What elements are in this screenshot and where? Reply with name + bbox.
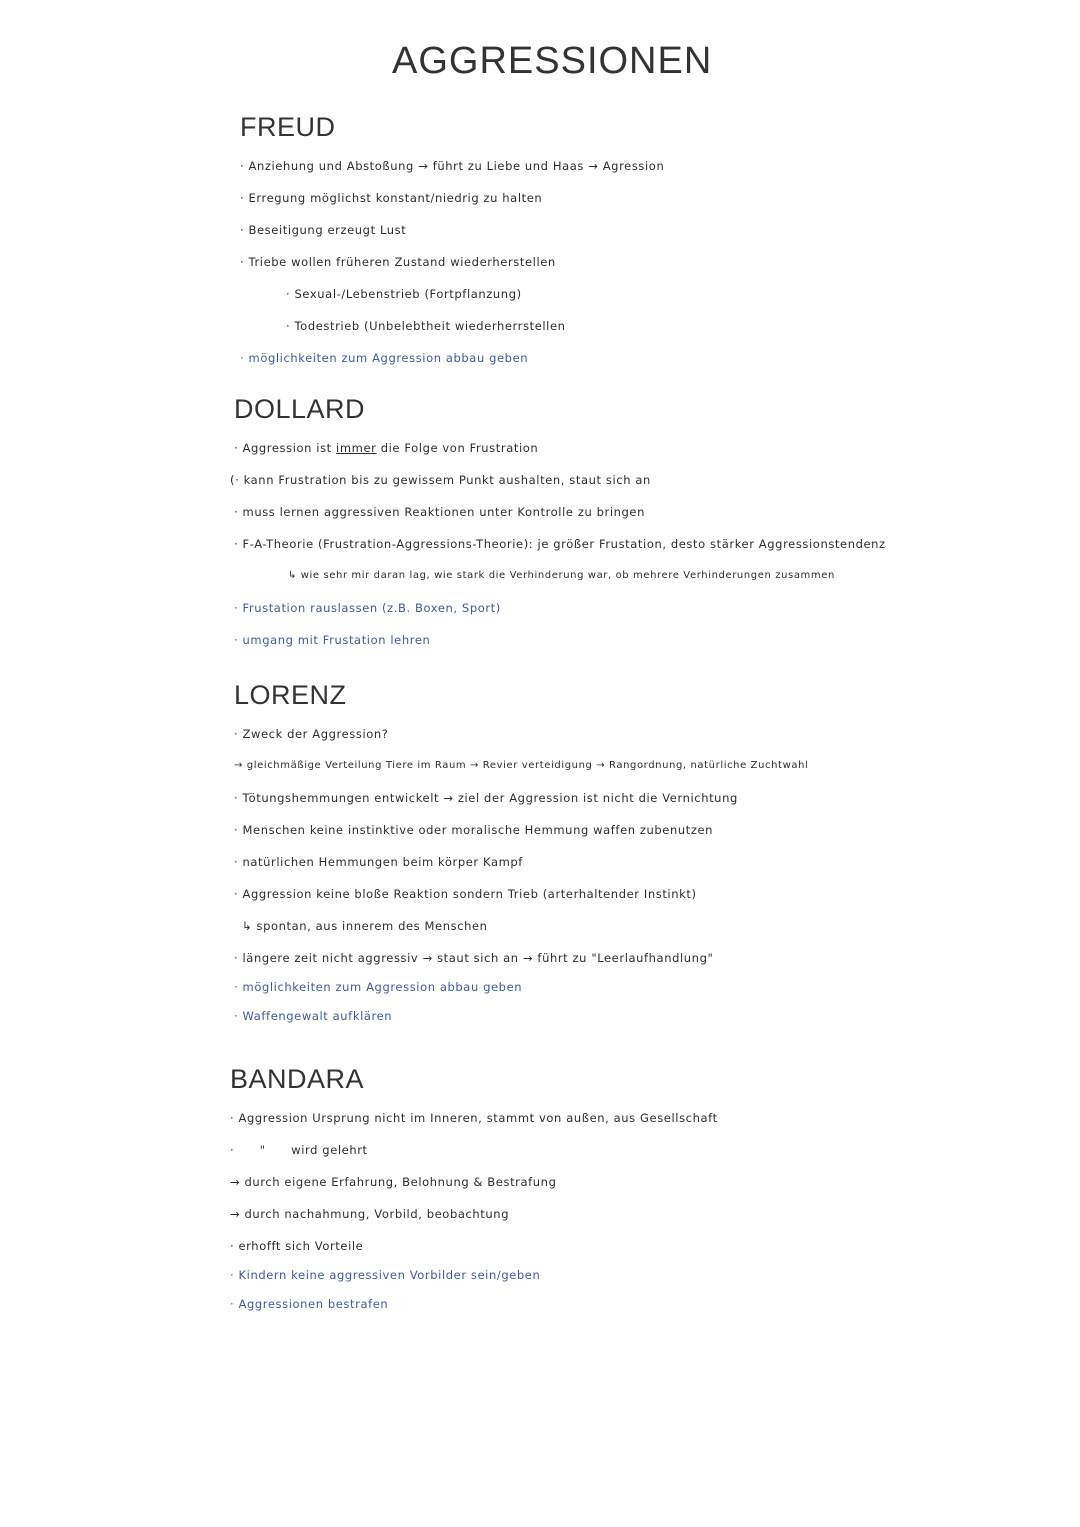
dollard-line-1-post: die Folge von Frustration [376,441,539,455]
section-dollard [230,394,886,656]
dollard-line-1-pre: · Aggression ist [234,441,337,455]
bandara-line-2: · " wird gelehrt [230,1143,368,1157]
lorenz-line-9: · möglichkeiten zum Aggression abbau geben [234,980,523,994]
freud-line-2: · Erregung möglichst konstant/niedrig zu halten [240,191,543,205]
dollard-line-2: (· kann Frustration bis zu gewissem Punkt aushalten, staut sich an [230,473,651,487]
section-lorenz [234,680,808,1032]
section-bandara [230,1064,718,1320]
page-title: AGGRESSIONEN [392,40,713,82]
heading-freud: FREUD [240,112,336,142]
freud-line-4: · Triebe wollen früheren Zustand wiederherstellen [240,255,556,269]
bandara-line-7: · Aggressionen bestrafen [230,1297,389,1311]
heading-dollard: DOLLARD [234,394,366,424]
dollard-line-6: · Frustation rauslassen (z.B. Boxen, Sport) [234,601,501,615]
lorenz-line-3: · Tötungshemmungen entwickelt → ziel der Aggression ist nicht die Vernichtung [234,791,738,805]
heading-lorenz: LORENZ [234,680,347,710]
bandara-line-5: · erhofft sich Vorteile [230,1239,364,1253]
freud-line-3: · Beseitigung erzeugt Lust [240,223,407,237]
section-freud [240,112,664,374]
lorenz-line-1: · Zweck der Aggression? [234,727,389,741]
lorenz-line-10: · Waffengewalt aufklären [234,1009,393,1023]
bandara-line-6: · Kindern keine aggressiven Vorbilder sein/geben [230,1268,541,1282]
freud-line-6: · Todestrieb (Unbelebtheit wiederherrstellen [286,319,566,333]
freud-line-1: · Anziehung und Abstoßung → führt zu Liebe und Haas → Agression [240,159,665,173]
dollard-line-3: · muss lernen aggressiven Reaktionen unter Kontrolle zu bringen [234,505,645,519]
dollard-line-4: · F-A-Theorie (Frustration-Aggressions-Theorie): je größer Frustation, desto stärker Aggressionstendenz [234,537,886,551]
heading-bandara: BANDARA [230,1064,365,1094]
bandara-line-3: → durch eigene Erfahrung, Belohnung & Bestrafung [230,1175,557,1189]
dollard-line-1-underlined: immer [336,441,377,455]
lorenz-line-4: · Menschen keine instinktive oder moralische Hemmung waffen zubenutzen [234,823,714,837]
lorenz-line-5: · natürlichen Hemmungen beim körper Kampf [234,855,523,869]
dollard-line-5: ↳ wie sehr mir daran lag, wie stark die Verhinderung war, ob mehrere Verhinderungen zusammen [288,570,835,581]
lorenz-line-2: → gleichmäßige Verteilung Tiere im Raum → Revier verteidigung → Rangordnung, natürliche Zuchtwahl [234,760,809,771]
freud-line-7: · möglichkeiten zum Aggression abbau geben [240,351,529,365]
freud-line-5: · Sexual-/Lebenstrieb (Fortpflanzung) [286,287,522,301]
lorenz-line-8: · längere zeit nicht aggressiv → staut sich an → führt zu "Leerlaufhandlung" [234,951,714,965]
dollard-line-7: · umgang mit Frustation lehren [234,633,431,647]
bandara-line-4: → durch nachahmung, Vorbild, beobachtung [230,1207,510,1221]
dollard-line-1 [234,432,886,464]
lorenz-line-7: ↳ spontan, aus innerem des Menschen [242,919,488,933]
bandara-line-1: · Aggression Ursprung nicht im Inneren, stammt von außen, aus Gesellschaft [230,1111,718,1125]
lorenz-line-6: · Aggression keine bloße Reaktion sondern Trieb (arterhaltender Instinkt) [234,887,697,901]
